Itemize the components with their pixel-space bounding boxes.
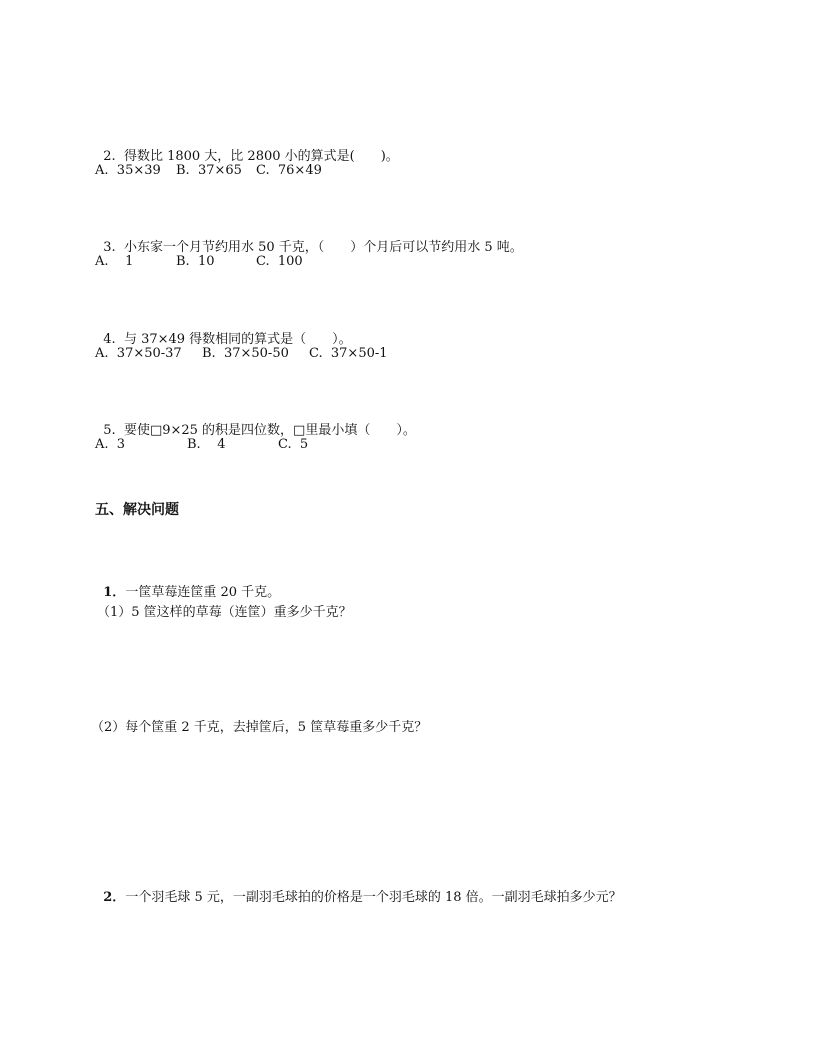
problem-text: 一个羽毛球 5 元，一副羽毛球拍的价格是一个羽毛球的 18 倍。一副羽毛球拍多少元？ [125,890,622,905]
question-5 [95,404,416,440]
question-3 [95,221,523,257]
question-stem: 得数比 1800 大，比 2800 小的算式是( )。 [123,149,399,164]
section-heading: 五、解决问题 [95,502,179,518]
problem-2 [95,871,622,907]
question-number: 5. [103,423,116,438]
question-stem: 与 37×49 得数相同的算式是（ ）。 [123,332,352,347]
option-c: C. 76×49 [256,163,322,178]
option-b: B. 10 [176,254,215,269]
problem-number: 1． [103,585,126,600]
option-a: A. 35×39 [95,163,161,178]
question-stem: 小东家一个月节约用水 50 千克，（ ）个月后可以节约用水 5 吨。 [123,240,523,255]
option-a: A. 37×50-37 [95,346,182,361]
problem-1-sub-1: （1）5 筐这样的草莓（连筐）重多少千克？ [97,605,352,620]
question-number: 3. [103,240,116,255]
option-b: B. 37×65 [176,163,242,178]
problem-1-sub-2: （2）每个筐重 2 千克，去掉筐后，5 筐草莓重多少千克？ [91,720,428,735]
problem-text: 一筐草莓连筐重 20 千克。 [125,585,281,600]
question-stem: 要使□9×25 的积是四位数，□里最小填（ ）。 [123,423,416,438]
question-4 [95,313,352,349]
question-number: 2. [103,149,116,164]
question-number: 4. [103,332,116,347]
option-c: C. 100 [256,254,303,269]
option-a: A. 3 [95,437,126,452]
option-c: C. 5 [278,437,309,452]
option-b: B. 37×50-50 [202,346,289,361]
problem-number: 2． [103,890,126,905]
option-a: A. 1 [95,254,134,269]
option-b: B. 4 [187,437,226,452]
problem-1 [95,566,280,602]
option-c: C. 37×50-1 [309,346,388,361]
question-2 [95,130,399,166]
